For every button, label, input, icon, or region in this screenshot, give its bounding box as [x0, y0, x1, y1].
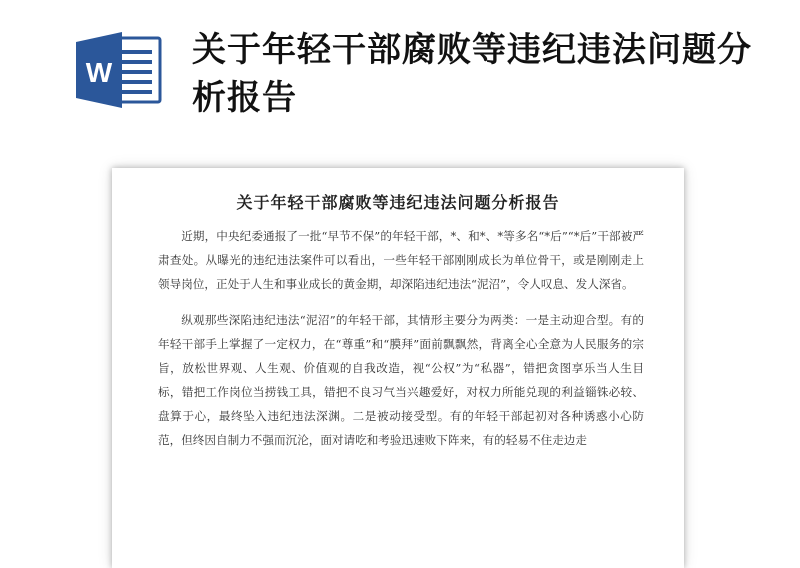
page-title: 关于年轻干部腐败等违纪违法问题分析报告 — [192, 30, 752, 118]
paragraph: 近期，中央纪委通报了一批“早节不保”的年轻干部，*、和*、*等多名“*后”“*后”干部被严肃查处。从曝光的违纪违法案件可以看出，一些年轻干部刚刚成长为单位骨干，或是刚刚走上领导岗位，正处于人生和事业成长的黄金期，却深陷违纪违法“泥沼”，令人叹息、发人深省。 — [158, 229, 644, 291]
document-page — [112, 168, 684, 568]
header — [0, 0, 800, 140]
word-document-icon — [76, 32, 164, 108]
paragraph: 纵观那些深陷违纪违法“泥沼”的年轻干部，其情形主要分为两类：一是主动迎合型。有的年轻干部手上掌握了一定权力，在“尊重”和“膜拜”面前飘飘然，背离全心全意为人民服务的宗旨，放松世界观、人生观、价值观的自我改造，视“公权”为“私器”，错把贪图享乐当人生目标，错把工作岗位当捞钱工具，错把不良习气当兴趣爱好，对权力所能兑现的利益锱铢必较、盘算于心，最终坠入违纪违法深渊。二是被动接受型。有的年轻干部起初对各种诱惑小心防范，但终因自制力不强而沉沦，面对请吃和考验迅速败下阵来，有的轻易不住走边走 — [158, 313, 644, 447]
document-title: 关于年轻干部腐败等违纪违法问题分析报告 — [236, 193, 560, 212]
document-body — [158, 224, 644, 464]
word-icon-letter: W — [85, 57, 113, 88]
